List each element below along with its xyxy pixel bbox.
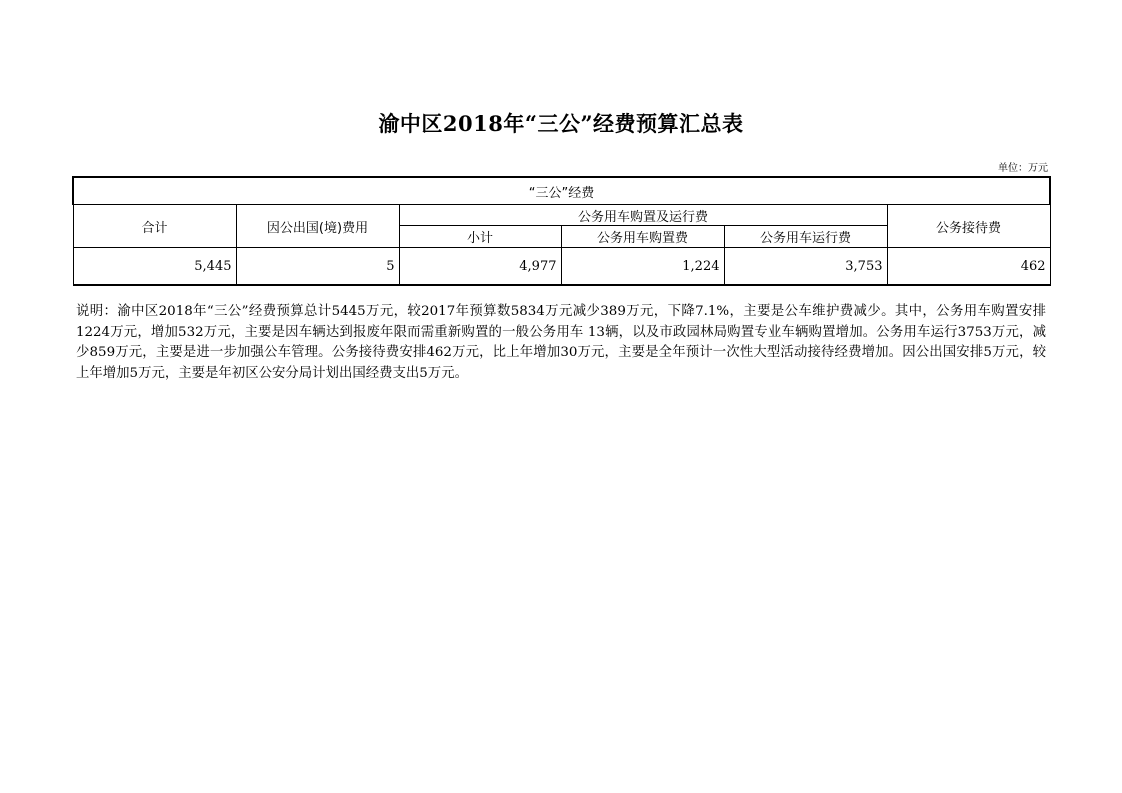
- budget-summary-table: [72, 176, 1051, 286]
- reception-value: 462: [887, 248, 1050, 286]
- vehicle-subtotal-value: 4,977: [399, 248, 561, 286]
- overseas-value: 5: [236, 248, 399, 286]
- document-title: 渝中区2018年“三公”经费预算汇总表: [378, 111, 744, 136]
- three-public-expenses-header: “三公”经费: [73, 177, 1050, 205]
- table-row: [73, 248, 1050, 286]
- explanation-note: 说明：渝中区2018年“三公”经费预算总计5445万元，较2017年预算数5834万元减少389万元，下降7.1%，主要是公车维护费减少。其中，公务用车购置安排1224万元，增加532万元，主要是因车辆达到报废年限而需重新购置的一般公务用车 13辆，以及市政园林局购置专业车辆购置增加。公务用车运行3753万元，减少859万元，主要是进一步加强公车管理。公务接待费安排462万元，比上年增加30万元，主要是全年预计一次性大型活动接待经费增加。因公出国安排5万元，较上年增加5万元，主要是年初区公安分局计划出国经费支出5万元。: [76, 304, 1046, 381]
- table-header-row-group: [73, 177, 1050, 205]
- vehicle-operation-header: 公务用车运行费: [724, 226, 887, 248]
- total-header: 合计: [73, 205, 236, 248]
- unit-label: 单位：万元: [998, 163, 1048, 174]
- vehicle-subtotal-header: 小计: [399, 226, 561, 248]
- vehicle-purchase-value: 1,224: [561, 248, 724, 286]
- total-value: 5,445: [73, 248, 236, 286]
- vehicle-group-header: 公务用车购置及运行费: [399, 205, 887, 226]
- vehicle-purchase-header: 公务用车购置费: [561, 226, 724, 248]
- vehicle-operation-value: 3,753: [724, 248, 887, 286]
- overseas-header: 因公出国(境)费用: [236, 205, 399, 248]
- table-header-row: [73, 205, 1050, 226]
- reception-header: 公务接待费: [887, 205, 1050, 248]
